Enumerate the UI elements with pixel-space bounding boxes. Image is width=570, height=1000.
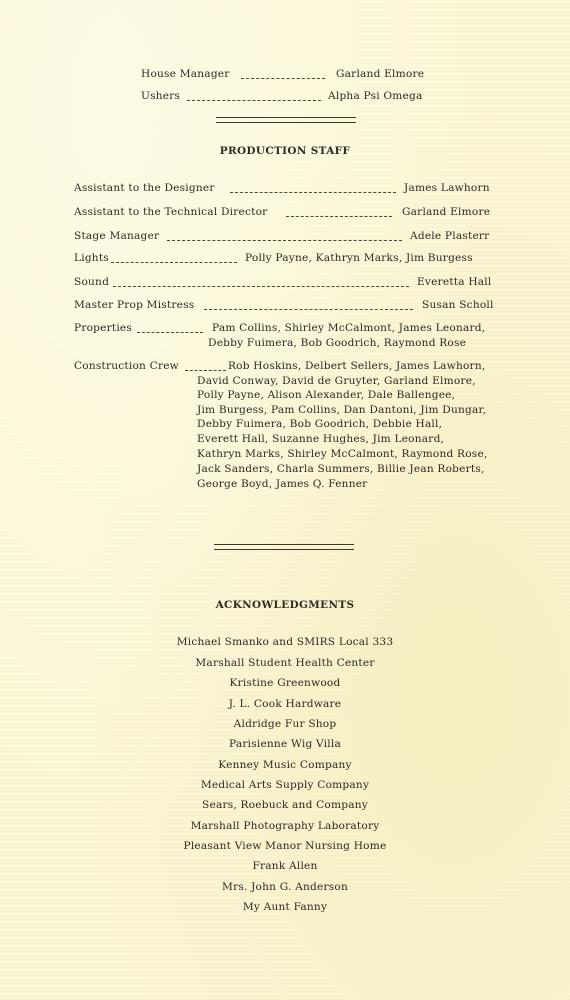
acknowledgment-item: Frank Allen [252,860,318,872]
house-manager-label: House Manager [141,68,230,80]
crew-line: Rob Hoskins, Delbert Sellers, James Lawhorn, [228,360,486,372]
crew-line: Jack Sanders, Charla Summers, Billie Jean Roberts, [197,463,485,475]
staff-role: Master Prop Mistress [74,299,195,311]
staff-name: Garland Elmore [402,206,491,218]
acknowledgment-item: My Aunt Fanny [242,901,328,913]
acknowledgment-item: Marshall Photography Laboratory [190,820,380,832]
staff-role: Assistant to the Designer [74,182,215,194]
staff-role: Lights [74,252,109,264]
crew-line: Kathryn Marks, Shirley McCalmont, Raymond Rose, [197,448,488,460]
ushers-label: Ushers [141,90,181,102]
crew-line: Debby Fuimera, Bob Goodrich, Debbie Hall, [197,418,443,430]
leader-dots [167,240,402,241]
acknowledgment-item: Mrs. John G. Anderson [222,881,348,893]
staff-name: Pam Collins, Shirley McCalmont, James Leonard, [212,322,486,334]
staff-name: James Lawhorn [404,182,490,194]
leader-dots [137,332,203,333]
acknowledgment-item: Pleasant View Manor Nursing Home [183,840,387,852]
acknowledgment-item: Michael Smanko and SMIRS Local 333 [176,636,394,648]
acknowledgment-item: J. L. Cook Hardware [228,698,342,710]
acknowledgment-item: Kenney Music Company [218,759,352,771]
acknowledgment-item: Sears, Roebuck and Company [202,799,368,811]
crew-line: George Boyd, James Q. Fenner [197,478,368,490]
staff-role: Sound [74,276,110,288]
section-divider [214,544,354,550]
acknowledgment-item: Medical Arts Supply Company [200,779,370,791]
crew-line: Polly Payne, Alison Alexander, Dale Ballengee, [197,389,456,401]
acknowledgment-item: Kristine Greenwood [229,677,341,689]
staff-name: Polly Payne, Kathryn Marks, Jim Burgess [245,252,473,264]
acknowledgment-item: Aldridge Fur Shop [233,718,337,730]
section-divider [216,117,356,123]
staff-name: Adele Plasterr [410,230,490,242]
ushers-value: Alpha Psi Omega [328,90,423,102]
staff-name: Debby Fuimera, Bob Goodrich, Raymond Rose [208,337,467,349]
staff-name: Everetta Hall [417,276,492,288]
leader-dots [185,370,226,371]
leader-dots [187,100,321,101]
leader-dots [113,286,409,287]
staff-role: Properties [74,322,133,334]
crew-line: Jim Burgess, Pam Collins, Dan Dantoni, Jim Dungar, [197,404,487,416]
acknowledgments-heading: ACKNOWLEDGMENTS [215,599,355,611]
acknowledgment-item: Marshall Student Health Center [195,657,375,669]
construction-crew-label: Construction Crew [74,360,179,372]
crew-line: Everett Hall, Suzanne Hughes, Jim Leonard, [197,433,445,445]
staff-name: Susan Scholl [422,299,494,311]
staff-role: Assistant to the Technical Director [74,206,268,218]
crew-line: David Conway, David de Gruyter, Garland Elmore, [197,375,476,387]
leader-dots [241,78,325,79]
leader-dots [230,192,396,193]
leader-dots [111,262,237,263]
leader-dots [204,309,413,310]
staff-role: Stage Manager [74,230,160,242]
acknowledgment-item: Parisienne Wig Villa [229,738,341,750]
leader-dots [286,216,392,217]
house-manager-value: Garland Elmore [336,68,425,80]
production-staff-heading: PRODUCTION STAFF [219,145,351,157]
